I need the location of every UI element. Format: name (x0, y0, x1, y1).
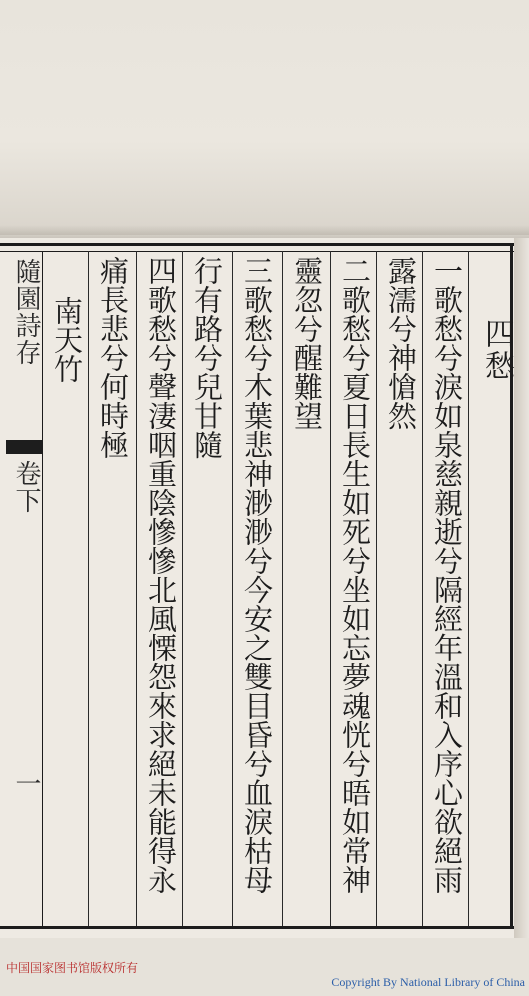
next-poem-title: 南天竹 (50, 296, 84, 383)
column-rule (136, 251, 137, 926)
column-rule (232, 251, 233, 926)
margin-leaf-number: 一 (11, 770, 41, 797)
bottom-border (0, 926, 514, 929)
top-border (0, 243, 514, 246)
poem-column-5: 三歌愁兮木葉悲神渺渺兮今安之雙目昏兮血淚枯母 (240, 256, 274, 894)
poem-title: 四愁 (479, 318, 514, 382)
fish-tail-mark (6, 440, 42, 454)
poem-column-3: 二歌愁兮夏日長生如死兮坐如忘夢魂恍兮晤如常神 (338, 256, 372, 894)
column-rule (422, 251, 423, 926)
poem-column-2: 露濡兮神愴然 (384, 256, 418, 430)
margin-juan: 卷下 (11, 460, 41, 514)
watermark-right: Copyright By National Library of China (331, 975, 525, 989)
column-rule (468, 251, 469, 926)
column-rule (88, 251, 89, 926)
column-rule (330, 251, 331, 926)
poem-column-6: 行有路兮兒甘隨 (190, 256, 224, 459)
column-rule (182, 251, 183, 926)
top-border-inner (0, 251, 514, 252)
previous-leaf (0, 0, 529, 235)
column-rule (376, 251, 377, 926)
column-rule (282, 251, 283, 926)
poem-column-8: 痛長悲兮何時極 (96, 256, 130, 459)
fold-shadow (0, 225, 529, 239)
margin-book-title: 隨園詩存 (11, 258, 41, 366)
poem-column-4: 靈忽兮醒難望 (290, 256, 324, 430)
watermark-left: 中国国家图书馆版权所有 (6, 961, 139, 975)
poem-column-7: 四歌愁兮聲淒咽重陰慘慘北風慄怨來求絕未能得永 (144, 256, 178, 894)
poem-column-1: 一歌愁兮淚如泉慈親逝兮隔經年溫和入序心欲絕雨 (430, 256, 464, 894)
